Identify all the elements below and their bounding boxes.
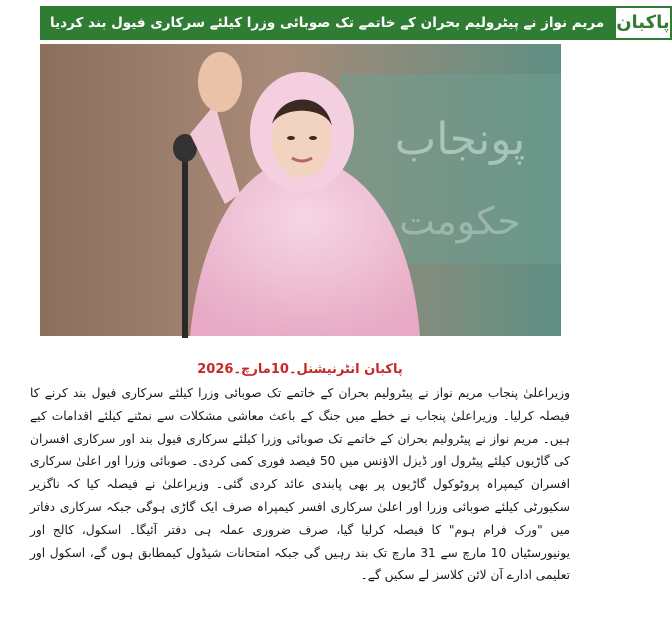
article-body: وزیراعلیٰ پنجاب مریم نواز نے پیٹرولیم بحران کے خاتمے تک صوبائی وزرا کیلئے سرکاری فیول بند کرنے کا فیصلہ کرلیا۔ وزیراعلیٰ پنجاب نے خطے میں جنگ کے باعث معاشی مشکلات سے نمٹنے کیلئے اقدامات کیے ہیں۔ مریم نواز نے پیٹرولیم بحران کے خاتمے تک صوبائی وزرا کیلئے سرکاری فیول بند اور سرکاری افسران کی گاڑیوں کیلئے پیٹرول اور ڈیزل الاؤنس میں 50 فیصد فوری کمی کردی۔ صوبائی وزرا اور اعلیٰ سرکاری افسران کیمپراہ پروٹوکول گاڑیوں پر بھی پابندی عائد کردی گئی۔ وزیراعلیٰ نے فیصلہ کیا کہ ناگزیر سکیورٹی کیلئے صوبائی وزرا اور اعلیٰ سرکاری افسر کیمپراہ صرف ایک گاڑی ہوگی جبکہ سرکاری دفاتر میں "ورک فرام ہوم" کا فیصلہ کرلیا گیا، صرف ضروری عملہ ہی دفتر آئیگا۔ اسکول، کالج اور یونیورسٹیاں 10 مارچ سے 31 مارچ تک بند رہیں گی جبکہ امتحانات شیڈول کیمطابق ہوں گے، اسکول اور تعلیمی ادارے آن لائن کلاسز لے سکیں گے۔ — [30, 386, 570, 583]
brand-logo: پاکبان — [614, 6, 671, 40]
svg-text:ﭘﻮﻧﺠﺎﺏ: ﭘﻮﻧﺠﺎﺏ — [394, 114, 526, 165]
headline: مریم نواز نے پیٹرولیم بحران کے خاتمے تک صوبائی وزرا کیلئے سرکاری فیول بند کردیا — [40, 6, 614, 40]
svg-text:ﺣﮑﻮﻣﺖ: ﺣﮑﻮﻣﺖ — [399, 199, 521, 243]
news-header — [40, 6, 670, 40]
dateline: پاکبان انٹرنیشنل۔10مارچ۔2026 — [197, 362, 403, 377]
news-photo — [40, 44, 561, 336]
news-photo-icon — [40, 44, 561, 336]
